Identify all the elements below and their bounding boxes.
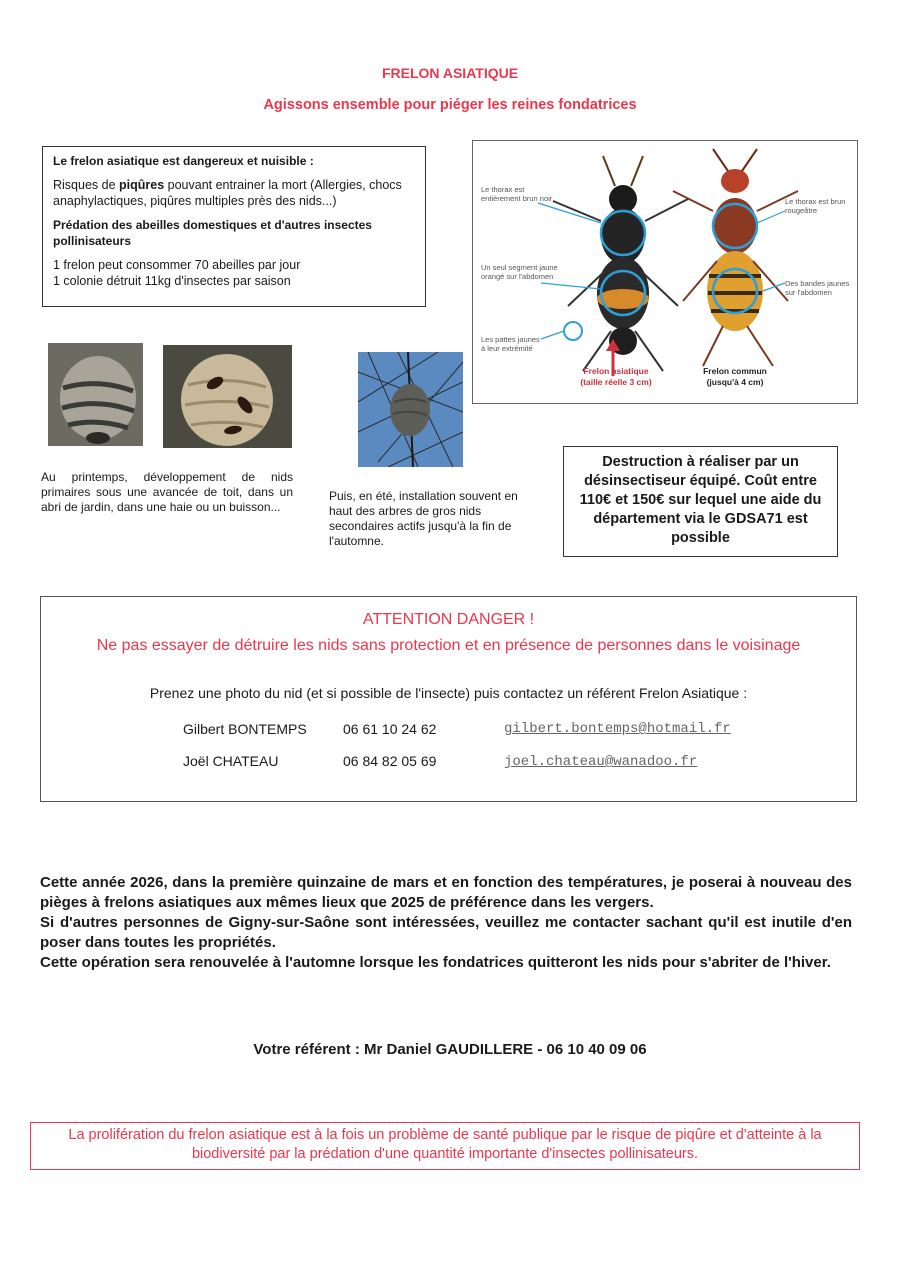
contact-2-phone: 06 84 82 05 69: [343, 753, 437, 769]
destruction-box: Destruction à réaliser par un désinsectiseur équipé. Coût entre 110€ et 150€ sur lequel une aide du département via le GDSA71 est possible: [563, 446, 838, 557]
referent-line: Votre référent : Mr Daniel GAUDILLERE - 06 10 40 09 06: [253, 1041, 647, 1058]
label-yellow-bands: Des bandes jaunes sur l'abdomen: [785, 279, 850, 297]
stat-colony: 1 colonie détruit 11kg d'insectes par saison: [53, 274, 291, 288]
label-yellow-segment: Un seul segment jaune orangé sur l'abdomen: [481, 263, 558, 281]
secondary-nest-tree-photo: [358, 352, 463, 467]
attention-heading: ATTENTION DANGER !: [362, 611, 535, 628]
announcement-p3: Cette opération sera renouvelée à l'automne lorsque les fondatrices quitteront les nids pour s'abriter de l'hiver.: [40, 954, 831, 971]
contact-2-name: Joël CHATEAU: [183, 753, 279, 769]
danger-heading: Le frelon asiatique est dangereux et nuisible :: [53, 154, 314, 168]
summer-caption: Puis, en été, installation souvent en haut des arbres de gros nids secondaires actifs jusqu'à la fin de l'automne.: [329, 489, 518, 548]
label-yellow-legs: Les pattes jaunes à leur extrémité: [481, 335, 540, 353]
page-subtitle: Agissons ensemble pour piéger les reines fondatrices: [263, 97, 637, 113]
predation-text: Prédation des abeilles domestiques et d'autres insectes pollinisateurs: [53, 218, 372, 248]
contact-1-phone: 06 61 10 24 62: [343, 721, 437, 737]
page-title: FRELON ASIATIQUE: [381, 65, 519, 81]
footer-box: La prolifération du frelon asiatique est à la fois un problème de santé publique par le risque de piqûre et d'atteinte à la biodiversité par la prédation d'une quantité importante d'insectes pollinisateurs.: [30, 1122, 860, 1170]
danger-info-box: [42, 146, 426, 307]
announcement-p2: Si d'autres personnes de Gigny-sur-Saône sont intéressées, veuillez me contacter sachant qu'il est inutile d'en poser dans toutes les propriétés.: [40, 914, 852, 951]
contact-1-email[interactable]: gilbert.bontemps@hotmail.fr: [504, 721, 731, 737]
common-hornet-caption: Frelon commun (jusqu'à 4 cm): [703, 366, 767, 387]
attention-box: [40, 596, 857, 802]
risk-text: Risques de piqûres pouvant entrainer la mort (Allergies, chocs anaphylactiques, piqûres multiples près des nids...): [53, 178, 402, 208]
primary-nest-photo-1: [48, 343, 143, 446]
contact-instruction: Prenez une photo du nid (et si possible de l'insecte) puis contactez un référent Frelon Asiatique :: [149, 685, 748, 701]
announcement-p1: Cette année 2026, dans la première quinzaine de mars et en fonction des températures, je poserai à nouveau des pièges à frelons asiatiques aux mêmes lieux que 2025 de préférence dans les vergers.: [40, 874, 852, 911]
asian-hornet-caption: Frelon asiatique (taille réelle 3 cm): [580, 366, 652, 387]
contact-2-email[interactable]: joel.chateau@wanadoo.fr: [504, 754, 698, 770]
attention-warning: Ne pas essayer de détruire les nids sans protection et en présence de personnes dans le voisinage: [96, 637, 801, 654]
stat-bees: 1 frelon peut consommer 70 abeilles par jour: [53, 258, 301, 272]
hornet-comparison-figure: [472, 140, 858, 404]
label-thorax-red: Le thorax est brun rougeâtre: [785, 197, 846, 215]
announcement-text: [40, 873, 852, 973]
label-thorax-black: Le thorax est entièrement brun noir: [481, 185, 553, 203]
spring-caption: Au printemps, développement de nids primaires sous une avancée de toit, dans un abri de jardin, dans une haie ou un buisson...: [41, 470, 293, 514]
primary-nest-photo-2: [163, 345, 292, 448]
contact-1-name: Gilbert BONTEMPS: [183, 721, 307, 737]
